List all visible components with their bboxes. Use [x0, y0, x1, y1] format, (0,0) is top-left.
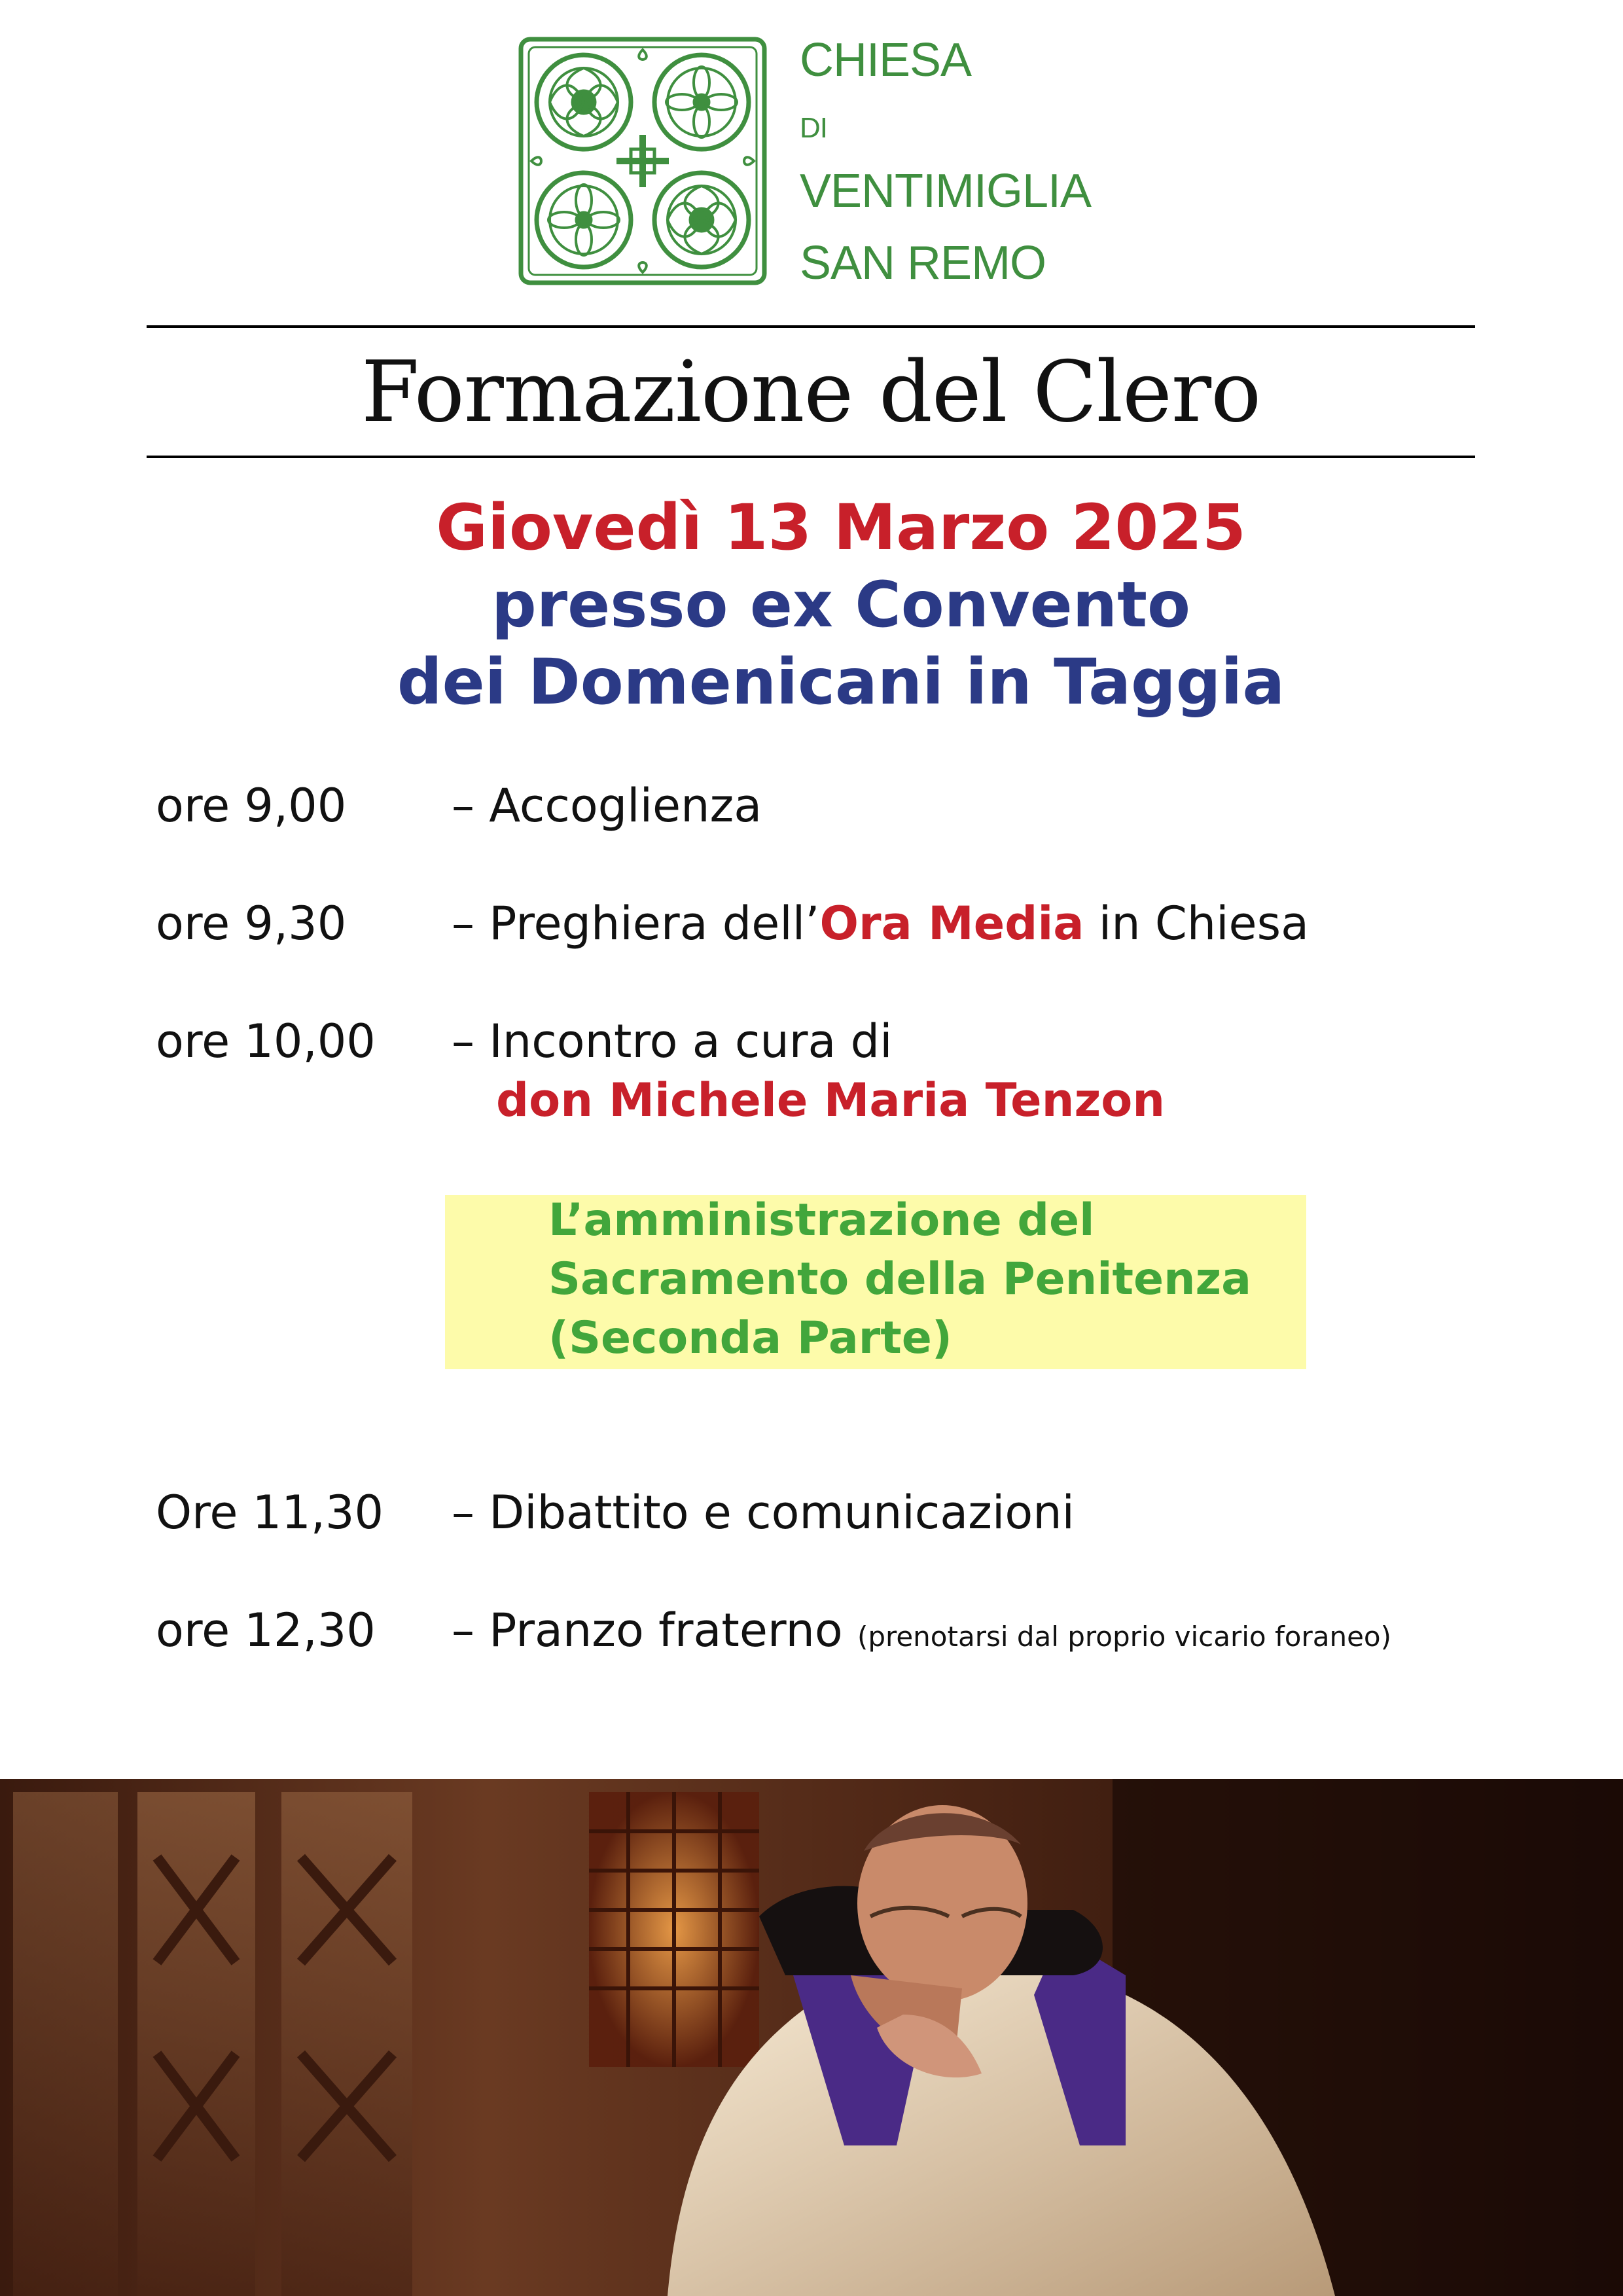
- event-date: Giovedì 13 Marzo 2025: [436, 491, 1246, 564]
- topic-line-3: (Seconda Parte): [548, 1312, 952, 1364]
- schedule-time: ore 9,00: [156, 779, 347, 833]
- schedule-item: – Incontro a cura di: [452, 1014, 893, 1068]
- logo-line-san-remo: SAN REMO: [800, 237, 1046, 289]
- schedule-item-text: – Pranzo fraterno: [452, 1604, 843, 1657]
- photo-illustration: [0, 1779, 1623, 2296]
- ora-media-highlight: Ora Media: [819, 897, 1084, 950]
- title-rule-top: [147, 325, 1475, 328]
- title-rule-bottom: [147, 456, 1475, 458]
- schedule-time: ore 12,30: [156, 1604, 376, 1657]
- schedule-time: Ore 11,30: [156, 1486, 384, 1539]
- schedule-time: ore 10,00: [156, 1014, 376, 1068]
- schedule-item: – Accoglienza: [452, 779, 762, 833]
- priest-confessional-photo: [0, 1779, 1623, 2296]
- speaker-name: don Michele Maria Tenzon: [496, 1073, 1166, 1127]
- topic-title: [548, 1191, 1251, 1368]
- topic-line-2: Sacramento della Penitenza: [548, 1253, 1252, 1305]
- diocese-logo: [518, 34, 1133, 292]
- celtic-knot-emblem-icon: [518, 37, 767, 285]
- schedule-item: – Dibattito e comunicazioni: [452, 1486, 1075, 1539]
- schedule-item-text: in Chiesa: [1084, 897, 1309, 950]
- venue-line-2: dei Domenicani in Taggia: [397, 645, 1285, 719]
- booking-note: (prenotarsi dal proprio vicario foraneo): [857, 1621, 1391, 1653]
- schedule-item: [452, 1601, 1391, 1666]
- schedule-time: ore 9,30: [156, 897, 347, 950]
- logo-line-di: DI: [800, 112, 827, 144]
- schedule-item-text: – Preghiera dell’: [452, 897, 820, 950]
- logo-line-ventimiglia: VENTIMIGLIA: [800, 165, 1092, 217]
- topic-line-1: L’amministrazione del: [548, 1194, 1095, 1246]
- venue-line-1: presso ex Convento: [491, 568, 1190, 641]
- schedule-item: [452, 894, 1309, 953]
- page-title: Formazione del Clero: [361, 344, 1261, 441]
- logo-line-chiesa: CHIESA: [800, 34, 972, 86]
